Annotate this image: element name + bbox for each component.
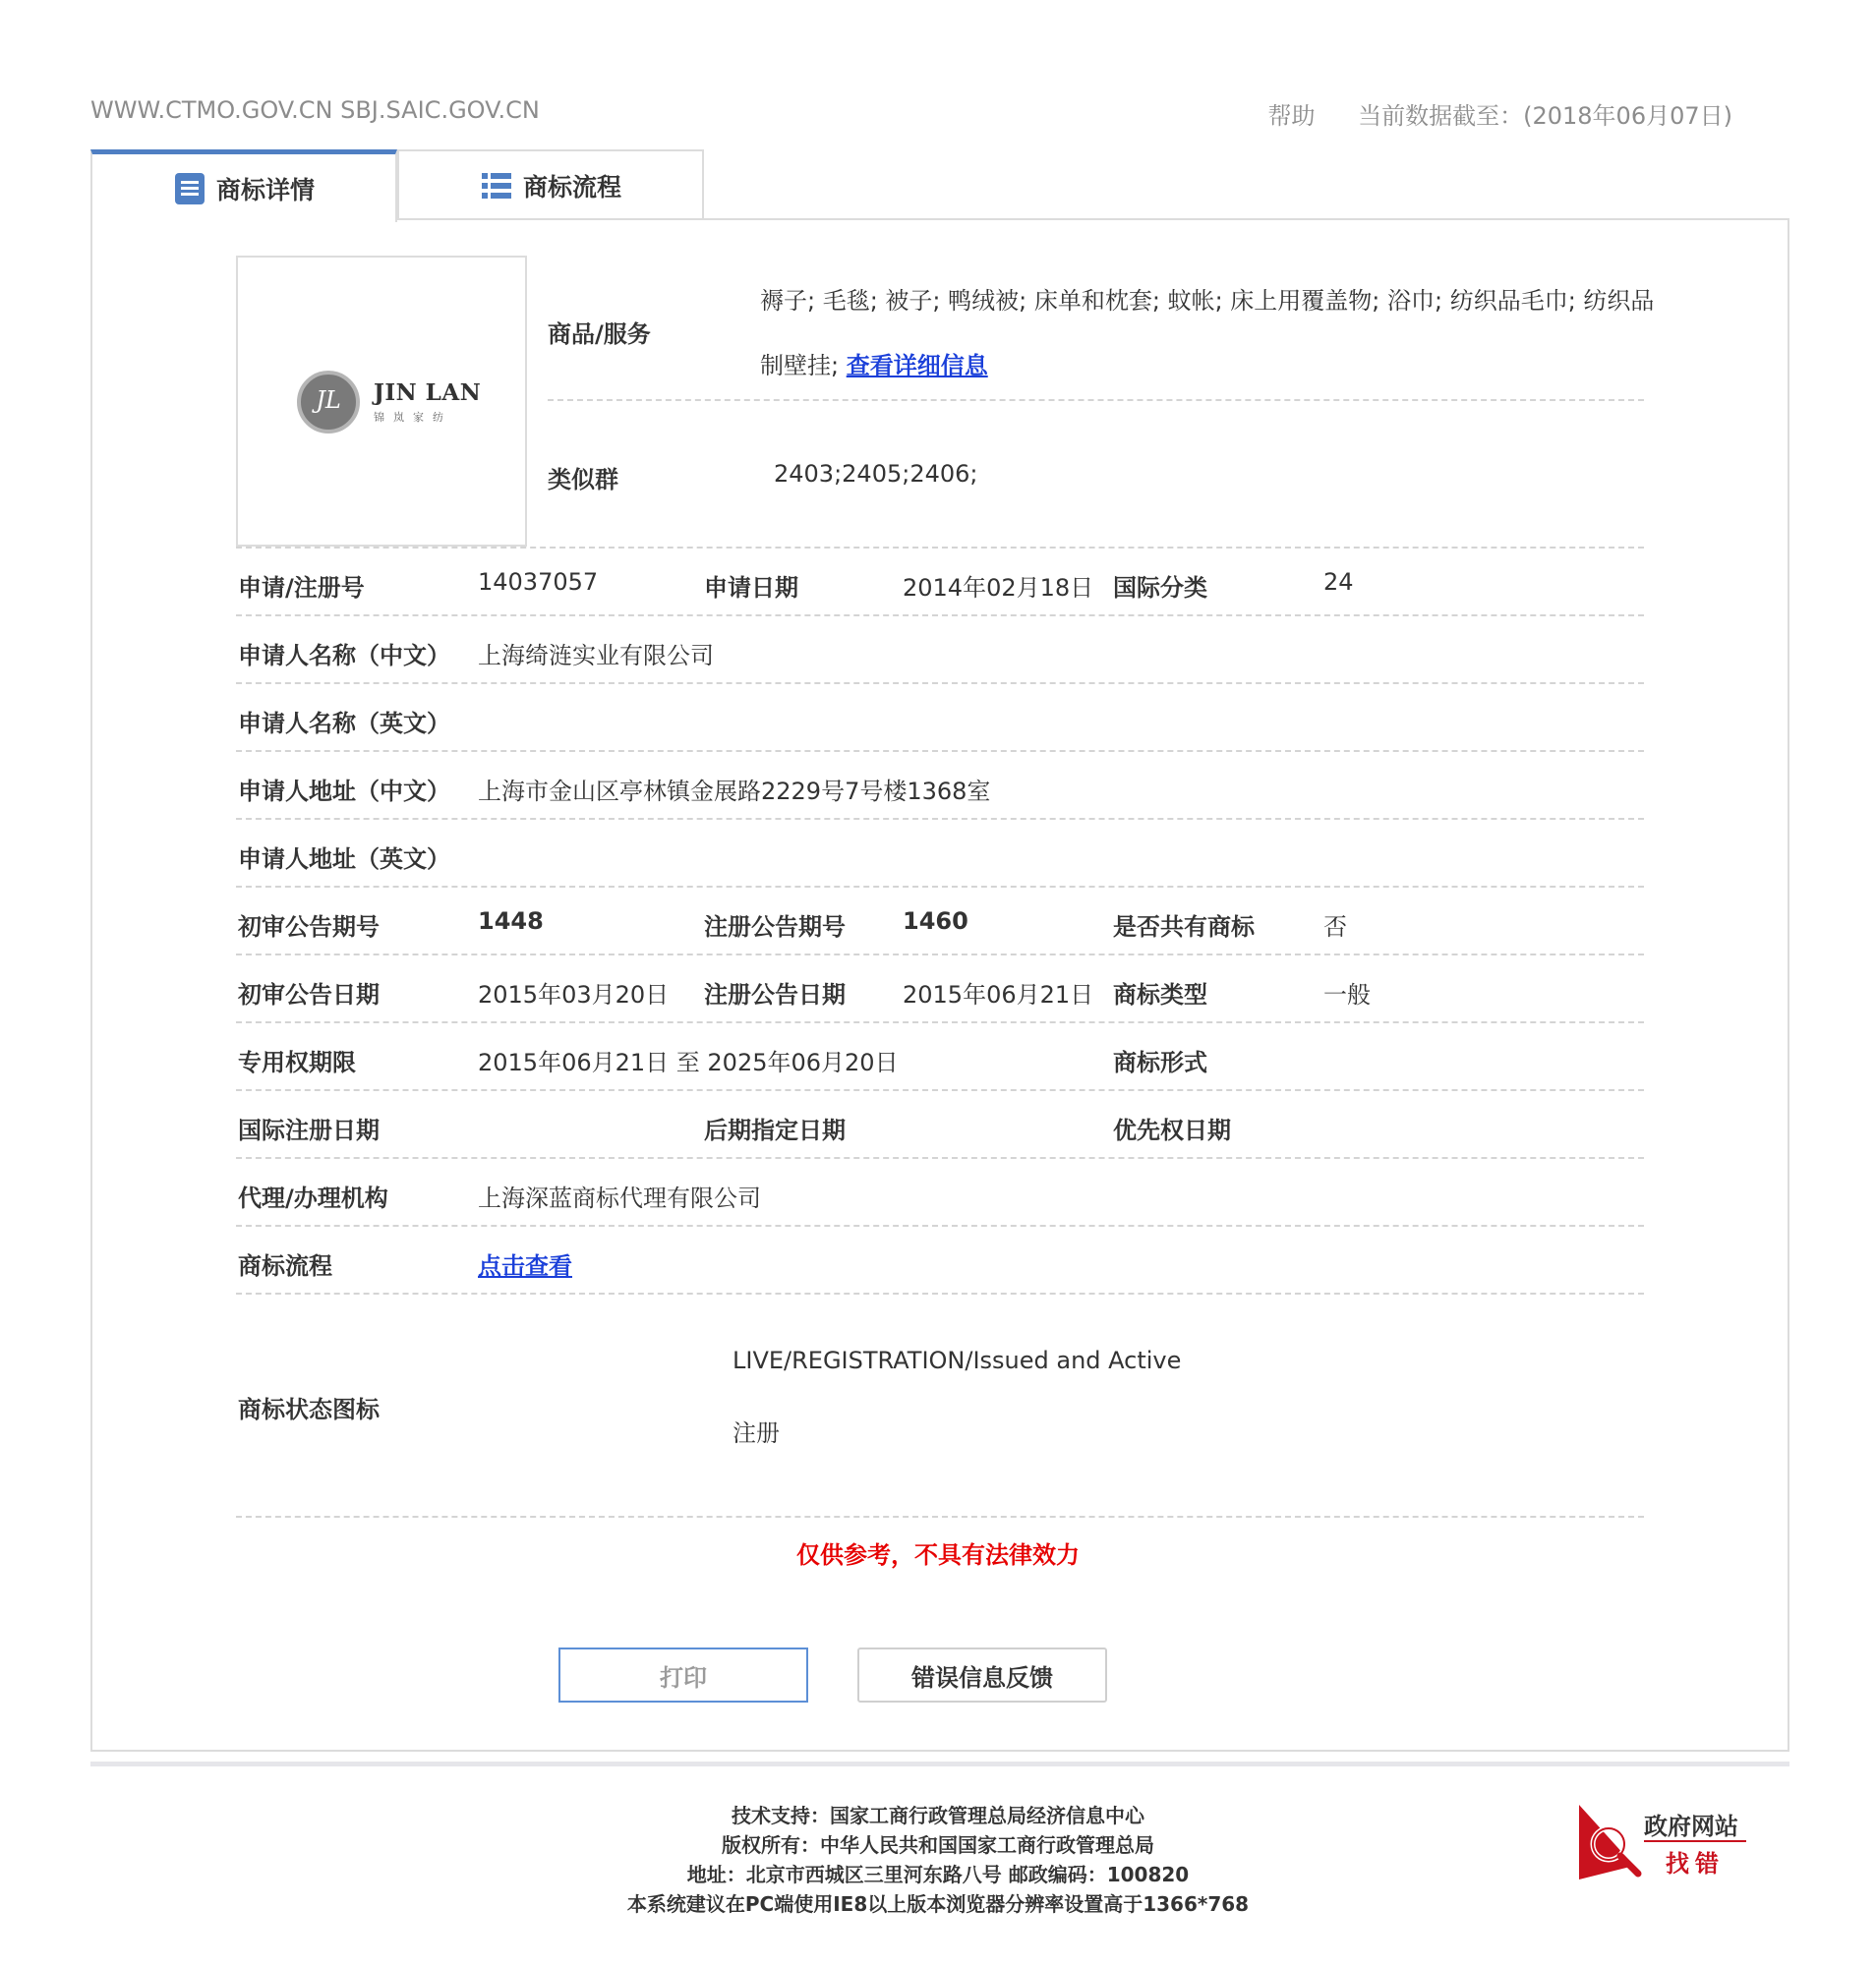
data-cutoff: 当前数据截至：(2018年06月07日): [1358, 102, 1732, 130]
badge-line2: 找错: [1666, 1850, 1725, 1878]
goods-line1: 褥子; 毛毯; 被子; 鸭绒被; 床单和枕套; 蚊帐; 床上用覆盖物; 浴巾; 纺织品毛巾; 纺织品: [760, 287, 1655, 315]
footer-address: 地址：北京市西城区三里河东路八号 邮政编码：100820: [686, 1863, 1190, 1886]
divider: [236, 1157, 1644, 1159]
reg-issue-value: 1460: [903, 907, 968, 935]
tab-label: 商标流程: [522, 173, 621, 202]
applicant-en-label: 申请人名称（英文）: [238, 710, 450, 737]
priority-date-label: 优先权日期: [1113, 1117, 1231, 1144]
prelim-issue-value: 1448: [478, 907, 544, 935]
top-right: [1267, 96, 1732, 131]
tm-type-value: 一般: [1323, 981, 1371, 1009]
print-button[interactable]: 打印: [558, 1648, 808, 1703]
footer-browser-note: 本系统建议在PC端使用IE8以上版本浏览器分辨率设置高于1366*768: [626, 1892, 1250, 1916]
list-icon: [480, 169, 513, 202]
similar-group-value: 2403;2405;2406;: [774, 460, 978, 488]
prelim-issue-label: 初审公告期号: [238, 913, 380, 941]
top-bar: [90, 96, 1732, 132]
intl-reg-date-label: 国际注册日期: [238, 1117, 380, 1144]
status-en: LIVE/REGISTRATION/Issued and Active: [733, 1347, 1182, 1374]
process-label: 商标流程: [238, 1252, 332, 1280]
applicant-cn-value: 上海绮涟实业有限公司: [478, 642, 714, 669]
divider: [236, 1293, 1644, 1295]
status-label: 商标状态图标: [238, 1396, 380, 1423]
badge-rule: [1644, 1840, 1746, 1842]
divider: [236, 750, 1644, 752]
app-date-label: 申请日期: [704, 574, 798, 602]
tab-trademark-details[interactable]: [90, 149, 397, 222]
logo-monogram: JL: [297, 371, 360, 434]
view-details-link[interactable]: 查看详细信息: [846, 352, 988, 379]
term-value: 2015年06月21日 至 2025年06月20日: [478, 1049, 899, 1076]
gov-site-error-report[interactable]: [1579, 1801, 1746, 1879]
tm-type-label: 商标类型: [1113, 981, 1207, 1009]
status-cn: 注册: [733, 1419, 780, 1447]
reg-date-value: 2015年06月21日: [903, 981, 1094, 1009]
divider: [236, 818, 1644, 820]
divider: [236, 954, 1644, 955]
footer-divider: [90, 1762, 1789, 1766]
app-date-value: 2014年02月18日: [903, 574, 1094, 602]
divider: [236, 1516, 1644, 1518]
tab-trademark-process[interactable]: [397, 149, 704, 220]
prelim-date-label: 初审公告日期: [238, 981, 380, 1009]
process-link[interactable]: 点击查看: [478, 1252, 572, 1280]
agent-value: 上海深蓝商标代理有限公司: [478, 1185, 761, 1212]
reg-issue-label: 注册公告期号: [704, 913, 846, 941]
address-en-label: 申请人地址（英文）: [238, 845, 450, 873]
term-label: 专用权期限: [238, 1049, 356, 1076]
badge-line1: 政府网站: [1644, 1813, 1738, 1840]
divider: [548, 399, 1644, 401]
tm-form-label: 商标形式: [1113, 1049, 1207, 1076]
tab-label: 商标详情: [215, 175, 315, 204]
divider: [236, 614, 1644, 616]
help-link[interactable]: 帮助: [1267, 102, 1316, 130]
divider: [236, 886, 1644, 888]
address-cn-value: 上海市金山区亭林镇金展路2229号7号楼1368室: [478, 778, 991, 805]
feedback-button[interactable]: 错误信息反馈: [857, 1648, 1107, 1703]
reg-date-label: 注册公告日期: [704, 981, 846, 1009]
goods-line2: 制壁挂; 查看详细信息: [760, 352, 988, 379]
site-url: WWW.CTMO.GOV.CN SBJ.SAIC.GOV.CN: [90, 96, 540, 124]
trademark-image: [236, 256, 527, 547]
legal-disclaimer: 仅供参考，不具有法律效力: [796, 1541, 1080, 1569]
later-date-label: 后期指定日期: [704, 1117, 846, 1144]
address-cn-label: 申请人地址（中文）: [238, 778, 450, 805]
divider: [236, 1225, 1644, 1227]
magnifier-flag-icon: [1579, 1805, 1642, 1879]
divider: [236, 547, 1644, 549]
shared-label: 是否共有商标: [1113, 913, 1255, 941]
reg-no-value: 14037057: [478, 568, 599, 596]
divider: [236, 1089, 1644, 1091]
shared-value: 否: [1323, 913, 1347, 941]
similar-group-label: 类似群: [548, 466, 618, 493]
logo-name: JIN LAN: [374, 379, 482, 406]
logo-sub: 锦岚家纺: [374, 411, 452, 424]
applicant-cn-label: 申请人名称（中文）: [238, 642, 450, 669]
footer-copyright: 版权所有：中华人民共和国国家工商行政管理总局: [722, 1833, 1154, 1857]
divider: [236, 682, 1644, 684]
reg-no-label: 申请/注册号: [238, 574, 365, 602]
prelim-date-value: 2015年03月20日: [478, 981, 670, 1009]
document-list-icon: [173, 172, 206, 205]
intl-class-value: 24: [1323, 568, 1354, 596]
footer-tech-support: 技术支持：国家工商行政管理总局经济信息中心: [732, 1804, 1144, 1827]
goods-label: 商品/服务: [548, 320, 651, 348]
divider: [236, 1021, 1644, 1023]
agent-label: 代理/办理机构: [238, 1185, 388, 1212]
intl-class-label: 国际分类: [1113, 574, 1207, 602]
